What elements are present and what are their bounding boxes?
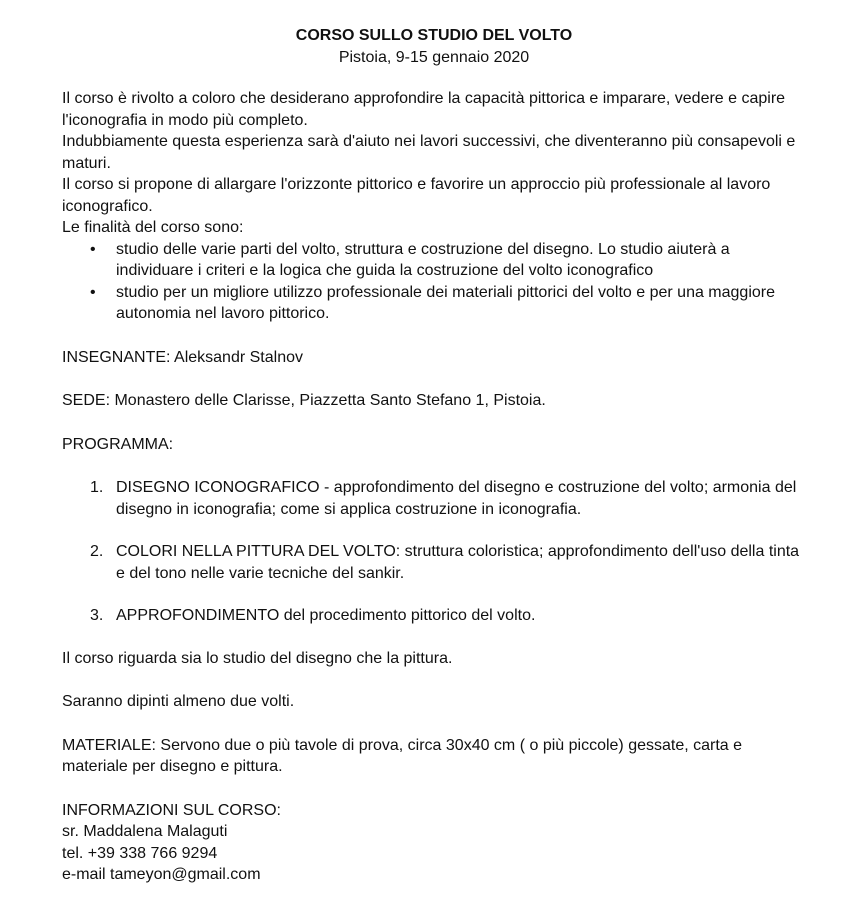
title-block (57, 25, 811, 68)
intro-paragraph: Il corso si propone di allargare l'orizzonte pittorico e favorire un approccio più professionale al lavoro iconografico. (62, 176, 771, 215)
program-item-text: COLORI NELLA PITTURA DEL VOLTO: struttura coloristica; approfondimento dell'uso della tinta e del tono nelle varie tecniche del sankir. (116, 543, 800, 582)
goal-item: • studio per un migliore utilizzo professionale dei materiali pittorici del volto e per una maggiore autonomia nel lavoro pittorico. (116, 282, 811, 325)
program-item-number: 3. (90, 607, 104, 624)
goal-item: • studio delle varie parti del volto, struttura e costruzione del disegno. Lo studio aiuterà a individuare i criteri e la logica che guida la costruzione del volto iconografico (116, 239, 811, 282)
intro-paragraph: Indubbiamente questa esperienza sarà d'aiuto nei lavori successivi, che diventeranno più consapevoli e maturi. (62, 133, 796, 172)
program-list (62, 477, 811, 627)
note-line: Saranno dipinti almeno due volti. (62, 693, 295, 710)
contact-section (62, 800, 811, 886)
intro-paragraph: Il corso è rivolto a coloro che desiderano approfondire la capacità pittorica e imparare, vedere e capire l'iconografia in modo più completo. (62, 90, 786, 129)
contact-name: sr. Maddalena Malaguti (62, 823, 228, 840)
contact-email: e-mail tameyon@gmail.com (62, 866, 261, 883)
intro-section (62, 88, 811, 325)
document-subtitle: Pistoia, 9-15 gennaio 2020 (338, 48, 530, 66)
note-line: Il corso riguarda sia lo studio del disegno che la pittura. (62, 649, 453, 667)
teacher-line: INSEGNANTE: Aleksandr Stalnov (62, 348, 303, 366)
goals-list (62, 239, 811, 325)
material-line: MATERIALE: Servono due o più tavole di prova, circa 30x40 cm ( o più piccole) gessate, carta e materiale per disegno e pittura. (62, 736, 743, 775)
program-item-text: APPROFONDIMENTO del procedimento pittorico del volto. (116, 607, 536, 624)
goals-heading: Le finalità del corso sono: (62, 219, 244, 236)
program-item-text: DISEGNO ICONOGRAFICO - approfondimento del disegno e costruzione del volto; armonia del disegno in iconografia; come si applica costruzione in iconografia. (116, 479, 797, 518)
program-item-number: 2. (90, 543, 104, 560)
program-item-number: 1. (90, 479, 104, 496)
program-item (90, 477, 811, 520)
contact-heading: INFORMAZIONI SUL CORSO: (62, 801, 281, 819)
contact-phone: tel. +39 338 766 9294 (62, 844, 218, 862)
program-heading: PROGRAMMA: (62, 435, 174, 453)
venue-line: SEDE: Monastero delle Clarisse, Piazzetta Santo Stefano 1, Pistoia. (62, 392, 546, 409)
document-title: CORSO SULLO STUDIO DEL VOLTO (295, 27, 573, 44)
program-item (90, 541, 811, 584)
program-item (90, 605, 811, 627)
